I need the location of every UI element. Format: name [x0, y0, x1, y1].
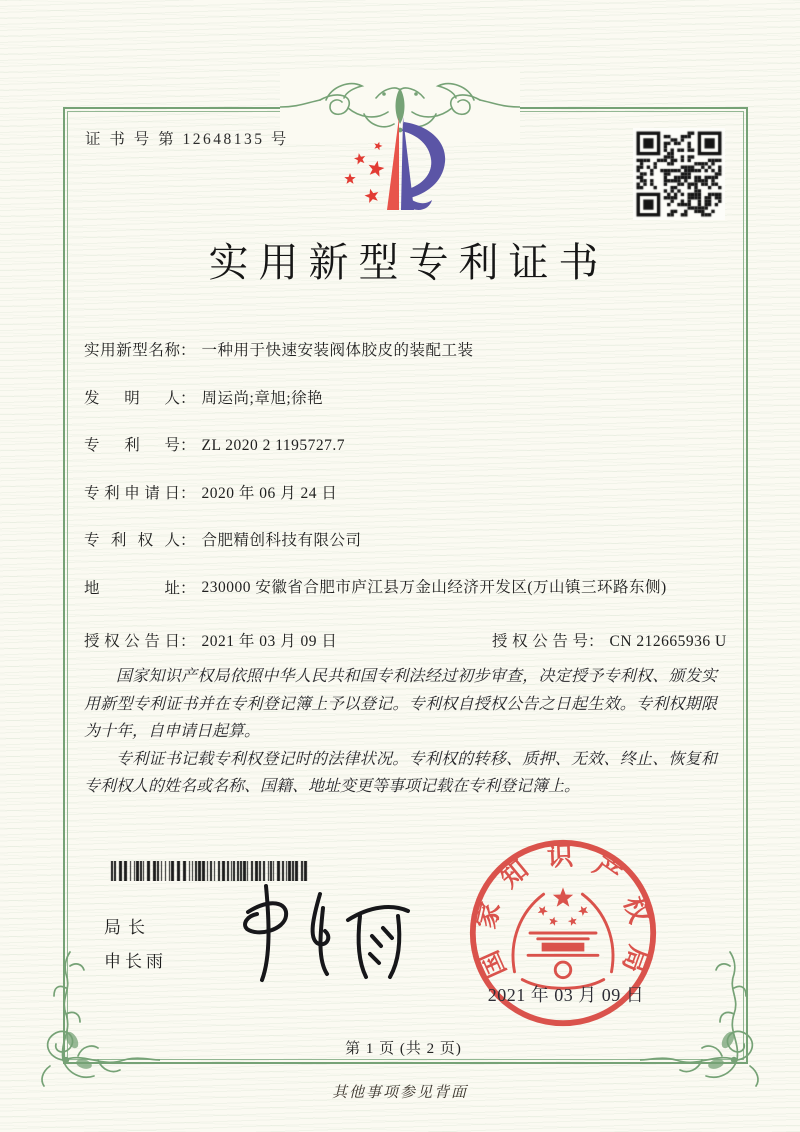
- grant-date-label: 授权公告日: [84, 633, 180, 650]
- field-colon: ：: [180, 342, 196, 359]
- national-emblem-icon: [538, 887, 588, 925]
- field-value: 合肥精创科技有限公司: [201, 532, 362, 549]
- field-value: 周运尚;章旭;徐艳: [201, 390, 324, 407]
- director-title: 局长: [104, 918, 152, 937]
- qr-code: [633, 128, 725, 220]
- field-colon: ：: [180, 437, 196, 454]
- legal-text-block: [84, 663, 717, 801]
- legal-paragraph-2: 专利证书记载专利权登记时的法律状况。专利权的转移、质押、无效、终止、恢复和专利权人的姓名或名称、国籍、地址变更等事项记载在专利登记簿上。: [84, 750, 717, 795]
- field-label: 专利申请日: [84, 485, 180, 502]
- field-label: 实用新型名称: [84, 342, 180, 359]
- field-colon: ：: [180, 390, 196, 407]
- grant-date-value: 2021 年 03 月 09 日: [201, 633, 338, 650]
- field-colon: ：: [180, 633, 196, 650]
- field-value: ZL 2020 2 1195727.7: [201, 437, 346, 454]
- cnipa-logo-icon: [329, 109, 474, 231]
- field-row-filing-date: [84, 481, 337, 503]
- field-row-patentee: [84, 528, 362, 550]
- field-row-patent-number: [84, 433, 345, 455]
- field-label: 专利号: [84, 437, 180, 454]
- field-colon: ：: [180, 532, 196, 549]
- field-row-address: [84, 576, 728, 600]
- field-colon: ：: [180, 485, 196, 502]
- field-row-invention-name: [84, 338, 474, 360]
- legal-paragraph-1: 国家知识产权局依照中华人民共和国专利法经过初步审查，决定授予专利权、颁发实用新型专利证书并在专利登记簿上予以登记。专利权自授权公告之日起生效。专利权期限为十年，自申请日起算。: [84, 668, 717, 740]
- bottom-right-corner-ornament: [640, 948, 780, 1088]
- grant-number-value: CN 212665936 U: [609, 633, 727, 650]
- certificate-title: 实用新型专利证书: [208, 240, 609, 285]
- field-colon: ：: [180, 580, 196, 597]
- back-side-note: 其他事项参见背面: [331, 1085, 468, 1101]
- field-value: 2020 年 06 月 24 日: [201, 485, 338, 502]
- field-value: 一种用于快速安装阀体胶皮的装配工装: [201, 342, 474, 359]
- field-row-inventors: [84, 386, 323, 408]
- grant-row: [84, 629, 727, 651]
- field-label: 发明人: [84, 390, 180, 407]
- field-value: 230000 安徽省合肥市庐江县万金山经济开发区(万山镇三环路东侧): [201, 579, 667, 596]
- seal-arc-text: 国家知识产权局: [471, 841, 654, 982]
- field-label: 专利权人: [84, 532, 180, 549]
- field-colon: ：: [588, 633, 604, 650]
- seal-date: 2021 年 03 月 09 日: [487, 985, 645, 1005]
- barcode: [110, 861, 310, 881]
- field-label: 地址: [84, 580, 180, 597]
- page-number: 第 1 页 (共 2 页): [345, 1041, 462, 1057]
- director-signature-icon: [222, 880, 412, 985]
- grant-number-label: 授权公告号: [492, 633, 588, 650]
- grant-number-pair: [492, 629, 727, 651]
- certificate-number: 证 书 号 第 12648135 号: [85, 131, 289, 148]
- director-name: 申长雨: [104, 952, 167, 971]
